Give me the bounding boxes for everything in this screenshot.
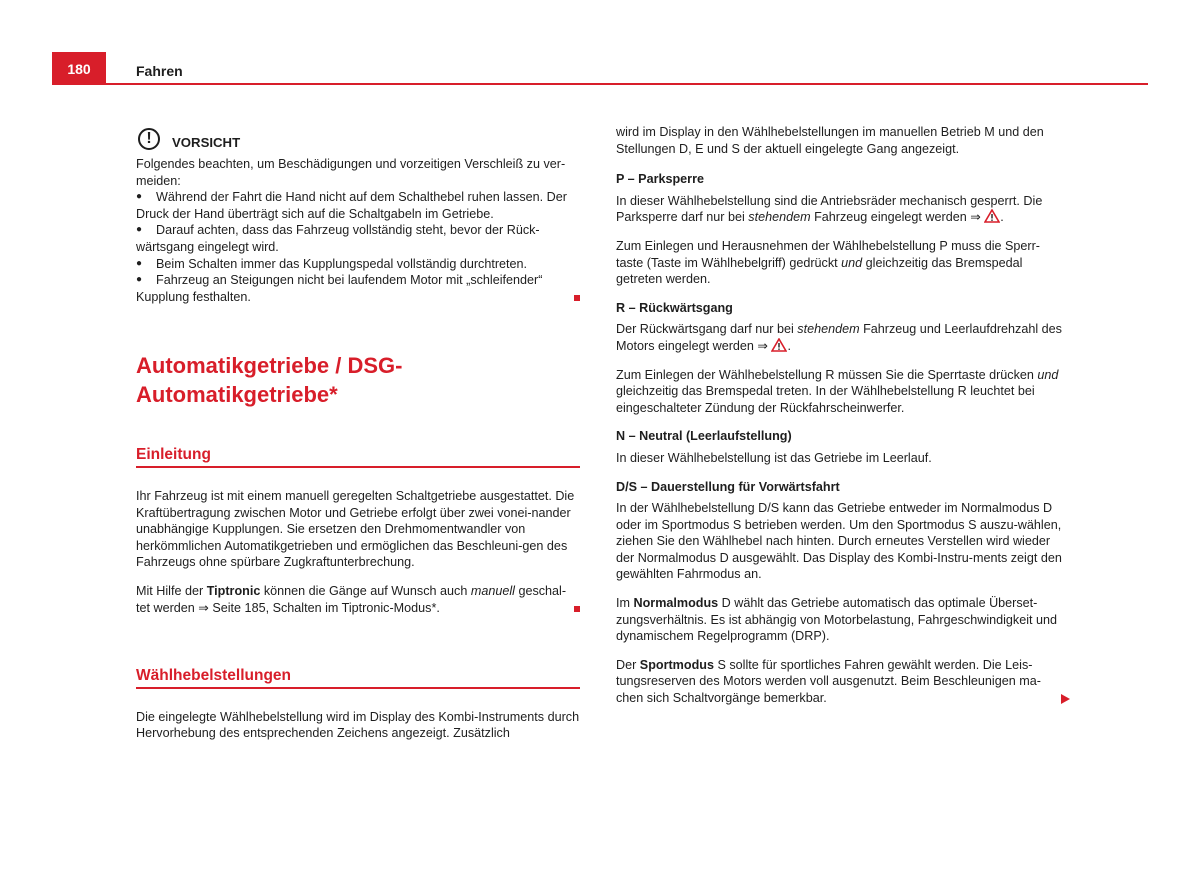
header-rule bbox=[52, 83, 1148, 85]
display-paragraph: wird im Display in den Wählhebelstellungen im manuellen Betrieb M und den Stellungen D, E und S der aktuell eingelegte Gang angezeigt. bbox=[616, 125, 1044, 156]
section-end-icon bbox=[574, 606, 580, 612]
warning-triangle-icon bbox=[984, 209, 1000, 223]
p-paragraph-1: In dieser Wählhebelstellung sind die Antriebsräder mechanisch gesperrt. Die Parksperre darf nur bei stehendem Fahrzeug eingelegt werden ⇒ . bbox=[616, 193, 1043, 225]
caution-bullet: ● Beim Schalten immer das Kupplungspedal vollständig durchtreten. bbox=[136, 256, 528, 271]
caution-bullet: ● Während der Fahrt die Hand nicht auf dem Schalthebel ruhen lassen. Der Druck der Hand überträgt sich auf die Schaltgabeln im Getriebe. bbox=[136, 190, 567, 221]
heading-ds-vorwaerts: D/S – Dauerstellung für Vorwärtsfahrt bbox=[616, 479, 840, 494]
r-paragraph-2: Zum Einlegen der Wählhebelstellung R müssen Sie die Sperrtaste drücken und gleichzeitig das Bremspedal treten. In der Wählhebelstellung R leuchtet bei eingeschalteter Zündung der Rückfahrscheinwerfer. bbox=[616, 367, 1059, 415]
caution-bullet: ● Darauf achten, dass das Fahrzeug vollständig steht, bevor der Rück-wärtsgang eingelegt wird. bbox=[136, 223, 540, 254]
exclamation-circle-icon: ! bbox=[138, 128, 160, 150]
section-heading-einleitung: Einleitung bbox=[136, 447, 580, 468]
caution-header bbox=[136, 124, 580, 154]
lever-paragraph: Die eingelegte Wählhebelstellung wird im Display des Kombi-Instruments durch Hervorhebung des entsprechenden Zeichens angezeigt. Zusätzlich bbox=[136, 709, 580, 741]
ds-paragraph-2: Im Normalmodus D wählt das Getriebe automatisch das optimale Überset-zungsverhältnis. Es ist abhängig von Motorbelastung, Fahrgeschwindigkeit und dynamischem Regelprogramm (DRP). bbox=[616, 596, 1058, 644]
heading-r-rueckwaertsgang: R – Rückwärtsgang bbox=[616, 300, 733, 315]
bullet-icon: ● bbox=[136, 191, 143, 203]
main-heading: Automatikgetriebe / DSG-Automatikgetriebe* bbox=[136, 353, 403, 408]
caution-title: VORSICHT bbox=[172, 134, 241, 150]
bullet-icon: ● bbox=[136, 224, 143, 236]
heading-p-parksperre: P – Parksperre bbox=[616, 172, 704, 187]
warning-triangle-icon bbox=[771, 338, 787, 352]
caution-intro: Folgendes beachten, um Beschädigungen und vorzeitigen Verschleiß zu ver-meiden: bbox=[136, 157, 566, 188]
p-paragraph-2: Zum Einlegen und Herausnehmen der Wählhebelstellung P muss die Sperr-taste (Taste im Wählhebelgriff) gedrückt und gleichzeitig das Bremspedal getreten werden. bbox=[616, 238, 1040, 287]
bullet-icon: ● bbox=[136, 274, 143, 286]
continue-arrow-icon bbox=[1061, 694, 1070, 704]
section-end-icon bbox=[574, 295, 580, 301]
r-paragraph-1: Der Rückwärtsgang darf nur bei stehendem Fahrzeug und Leerlaufdrehzahl des Motors eingelegt werden ⇒ . bbox=[616, 322, 1062, 353]
section-heading-waehlhebel: Wählhebelstellungen bbox=[136, 668, 580, 689]
heading-n-neutral: N – Neutral (Leerlaufstellung) bbox=[616, 429, 792, 444]
ds-paragraph-3: Der Sportmodus S sollte für sportliches Fahren gewählt werden. Die Leis-tungsreserven des Motors werden voll ausgenutzt. Beim Beschleunigen ma-chen sich Schaltvorgänge bemerkbar. bbox=[616, 657, 1062, 707]
ds-paragraph-1: In der Wählhebelstellung D/S kann das Getriebe entweder im Normalmodus D oder im Sportmodus S betrieben werden. Um den Sportmodus S auszu-wählen, ziehen Sie den Wählhebel nach hinten. Durch erneutes Verstellen wird wieder der Normalmodus D ausgewählt. Das Display des Kombi-Instru-ments zeigt den gewählten Fahrmodus an. bbox=[616, 501, 1062, 582]
intro-paragraph: Ihr Fahrzeug ist mit einem manuell geregelten Schaltgetriebe ausgestattet. Die Kraftübertragung zwischen Motor und Getriebe erfolgt über zwei vonei-nander unabhängige Kupplungen. Sie ersetzen den Drehmomentwandler von herkömmlichen Automatikgetrieben und ermöglichen das Beschleuni-gen des Fahrzeugs ohne spürbare Zugkraftunterbrechung. bbox=[136, 488, 575, 570]
bullet-icon: ● bbox=[136, 257, 143, 269]
n-paragraph: In dieser Wählhebelstellung ist das Getriebe im Leerlauf. bbox=[616, 450, 932, 465]
left-column bbox=[136, 124, 580, 742]
page-number: 180 bbox=[52, 52, 106, 85]
right-column bbox=[616, 124, 1062, 707]
chapter-title: Fahren bbox=[136, 63, 183, 79]
tiptronic-paragraph: Mit Hilfe der Tiptronic können die Gänge auf Wunsch auch manuell geschal-tet werden ⇒ Seite 185, Schalten im Tiptronic-Modus*. bbox=[136, 583, 580, 616]
caution-bullet: ● Fahrzeug an Steigungen nicht bei laufendem Motor mit „schleifender“ Kupplung festhalten. bbox=[136, 272, 580, 305]
